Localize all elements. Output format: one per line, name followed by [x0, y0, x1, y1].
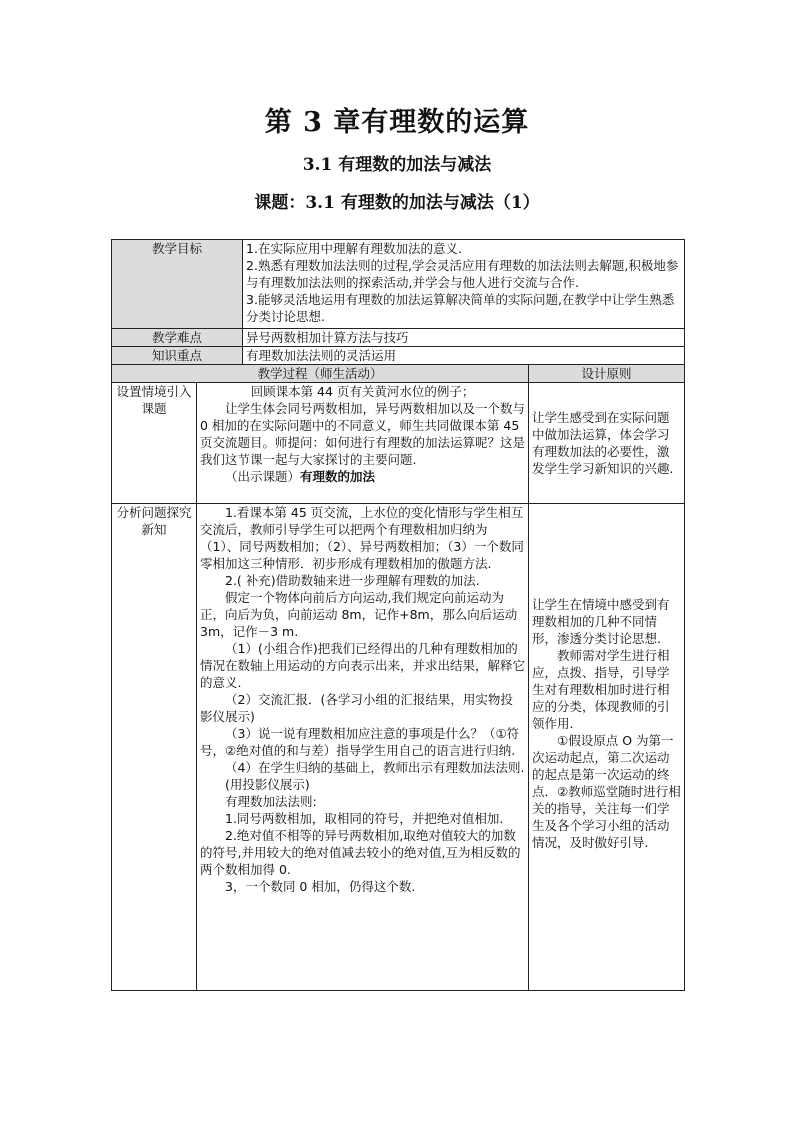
keypoint-text: 有理数加法法则的灵活运用 — [243, 347, 685, 365]
section1-content — [197, 383, 529, 504]
difficulty-row — [112, 329, 685, 347]
objective-item: 3.能够灵活地运用有理数的加法运算解决简单的实际问题,在教学中让学生熟悉分类讨论思想. — [246, 292, 675, 324]
section2-content — [197, 504, 529, 991]
lesson-plan-table — [111, 239, 685, 991]
objective-item: 1.在实际应用中理解有理数加法的意义. — [246, 241, 462, 256]
topic-name: 有理数的加法 — [300, 469, 376, 484]
section2-paragraph: 2.( 补充)借助数轴来进一步理解有理数的加法. — [225, 573, 480, 588]
section-subtitle: 3.1 有理数的加法与减法 — [302, 155, 492, 175]
section2-paragraph: 假定一个物体向前后方向运动,我们规定向前运动为正，向后为负，向前运动 8m，记作+8m，那么向后运动 3m，记作－3 m. — [200, 590, 518, 639]
section2-paragraph: 有理数加法法则: — [225, 794, 317, 809]
section2-paragraph: （1）(小组合作)把我们已经得出的几种有理数相加的情况在数轴上用运动的方向表示出来，并求出结果，解释它的意义. — [200, 641, 526, 690]
objective-item: 2.熟悉有理数加法法则的过程,学会灵活应用有理数的加法法则去解题,积极地参与有理数加法法则的探索活动,并学会与他人进行交流与合作. — [246, 258, 679, 290]
section1-line: 让学生体会同号两数相加，异号两数相加以及一个数与0 相加的在实际问题中的不同意义，师生共同做课本第 45 页交流题目。师提问：如何进行有理数的加法运算呢？这是我们这节课一起与大家探讨的主要问题. — [200, 401, 526, 467]
section2-principle — [529, 504, 685, 991]
section2-row — [112, 504, 685, 991]
principle-header: 设计原则 — [529, 365, 685, 383]
section2-paragraph: （2）交流汇报．(各学习小组的汇报结果，用实物投影仪展示) — [200, 692, 513, 724]
keypoint-row — [112, 347, 685, 365]
process-header-row — [112, 365, 685, 383]
principle-paragraph: 让学生在情境中感受到有理数相加的几种不同情形，渗透分类讨论思想. — [532, 597, 670, 646]
section2-paragraph: (用投影仪展示) — [225, 777, 310, 792]
section2-paragraph: （3）说一说有理数相加应注意的事项是什么？（①符号，②绝对值的和与差）指导学生用自己的语言进行归纳. — [200, 726, 520, 758]
principle-paragraph: 教师需对学生进行相应，点拨、指导，引导学生对有理数相加时进行相应的分类，体现教师的引领作用. — [532, 648, 670, 731]
objectives-label: 教学目标 — [112, 240, 243, 329]
principle-paragraph: ①假设原点 O 为第一次运动起点，第二次运动的起点是第一次运动的终点．②教师巡堂随时进行相关的指导，关注每一们学生及各个学习小组的活动情况，及时傲好引导. — [532, 733, 681, 850]
section1-row — [112, 383, 685, 504]
difficulty-label: 教学难点 — [112, 329, 243, 347]
difficulty-text: 异号两数相加计算方法与技巧 — [243, 329, 685, 347]
objectives-content — [243, 240, 685, 329]
keypoint-label: 知识重点 — [112, 347, 243, 365]
process-header: 教学过程（师生活动） — [112, 365, 529, 383]
lesson-title: 课题：3.1 有理数的加法与减法（1） — [254, 193, 540, 213]
section2-paragraph: 1.看课本第 45 页交流，上水位的变化情形与学生相互交流后，教师引导学生可以把两个有理数相加归纳为（1）、同号两数相加；（2）、异号两数相加；（3）一个数同零相加这三种情形．初步形成有理数相加的傲题方法. — [200, 505, 524, 571]
section2-paragraph: 3，一个数同 0 相加，仍得这个数. — [225, 879, 416, 894]
section2-paragraph: 1.同号两数相加，取相同的符号，并把绝对值相加. — [225, 811, 504, 826]
objectives-row — [112, 240, 685, 329]
topic-line — [200, 468, 525, 485]
section1-label: 设置情境引入课题 — [112, 383, 197, 504]
section1-principle: 让学生感受到在实际问题中做加法运算，体会学习有理数加法的必要性，激发学生学习新知识的兴趣. — [529, 383, 685, 504]
section2-paragraph: 2.绝对值不相等的异号两数相加,取绝对值较大的加数的符号,并用较大的绝对值减去较小的绝对值,互为相反数的两个数相加得 0. — [200, 828, 521, 877]
section1-line: 回顾课本第 44 页有关黄河水位的例子； — [250, 384, 475, 399]
section2-paragraph: （4）在学生归纳的基础上，教师出示有理数加法法则. — [225, 760, 525, 775]
section2-label: 分析问题探究新知 — [112, 504, 197, 991]
topic-prefix: （出示课题） — [225, 469, 301, 484]
chapter-title: 第 3 章有理数的运算 — [264, 107, 530, 138]
